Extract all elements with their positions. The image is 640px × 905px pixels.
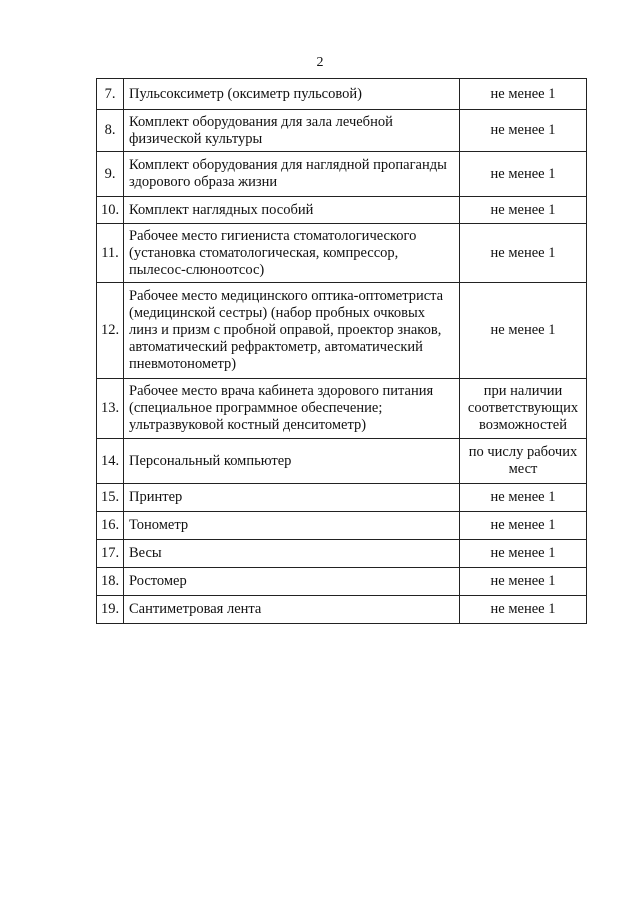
row-number: 8. — [97, 110, 124, 152]
table-row — [97, 540, 587, 568]
row-number: 15. — [97, 484, 124, 512]
row-number: 9. — [97, 152, 124, 197]
row-quantity: при наличии соответствующих возможностей — [460, 379, 587, 439]
row-number: 16. — [97, 512, 124, 540]
row-number: 19. — [97, 596, 124, 624]
row-name: Рабочее место гигиениста стоматологического (установка стоматологическая, компрессор, пылесос-слюноотсос) — [124, 224, 460, 283]
table-row — [97, 379, 587, 439]
row-number: 14. — [97, 439, 124, 484]
table-row — [97, 152, 587, 197]
table-row — [97, 568, 587, 596]
row-quantity: не менее 1 — [460, 224, 587, 283]
row-quantity: не менее 1 — [460, 596, 587, 624]
equipment-table — [96, 78, 587, 624]
row-number: 13. — [97, 379, 124, 439]
table-row — [97, 224, 587, 283]
row-name: Рабочее место медицинского оптика-оптометриста (медицинской сестры) (набор пробных очковых линз и призм с пробной оправой, проектор знаков, автоматический рефрактометр, автоматический пневмотонометр) — [124, 283, 460, 379]
row-quantity: не менее 1 — [460, 79, 587, 110]
row-quantity: не менее 1 — [460, 110, 587, 152]
row-quantity: по числу рабочих мест — [460, 439, 587, 484]
table-row — [97, 79, 587, 110]
row-number: 17. — [97, 540, 124, 568]
row-name: Рабочее место врача кабинета здорового питания (специальное программное обеспечение; ультразвуковой костный денситометр) — [124, 379, 460, 439]
row-quantity: не менее 1 — [460, 197, 587, 224]
row-name: Персональный компьютер — [124, 439, 460, 484]
row-quantity: не менее 1 — [460, 484, 587, 512]
table-row — [97, 283, 587, 379]
table-row — [97, 512, 587, 540]
row-quantity: не менее 1 — [460, 568, 587, 596]
table-row — [97, 596, 587, 624]
row-name: Ростомер — [124, 568, 460, 596]
row-quantity: не менее 1 — [460, 512, 587, 540]
row-name: Сантиметровая лента — [124, 596, 460, 624]
row-quantity: не менее 1 — [460, 152, 587, 197]
row-name: Пульсоксиметр (оксиметр пульсовой) — [124, 79, 460, 110]
row-name: Комплект наглядных пособий — [124, 197, 460, 224]
row-number: 7. — [97, 79, 124, 110]
table-row — [97, 197, 587, 224]
table-row — [97, 484, 587, 512]
row-quantity: не менее 1 — [460, 540, 587, 568]
row-name: Комплект оборудования для зала лечебной физической культуры — [124, 110, 460, 152]
row-name: Тонометр — [124, 512, 460, 540]
row-quantity: не менее 1 — [460, 283, 587, 379]
page-number: 2 — [316, 55, 324, 70]
table-row — [97, 439, 587, 484]
row-number: 18. — [97, 568, 124, 596]
row-name: Принтер — [124, 484, 460, 512]
row-number: 11. — [97, 224, 124, 283]
row-number: 12. — [97, 283, 124, 379]
table-row — [97, 110, 587, 152]
row-number: 10. — [97, 197, 124, 224]
row-name: Весы — [124, 540, 460, 568]
row-name: Комплект оборудования для наглядной пропаганды здорового образа жизни — [124, 152, 460, 197]
